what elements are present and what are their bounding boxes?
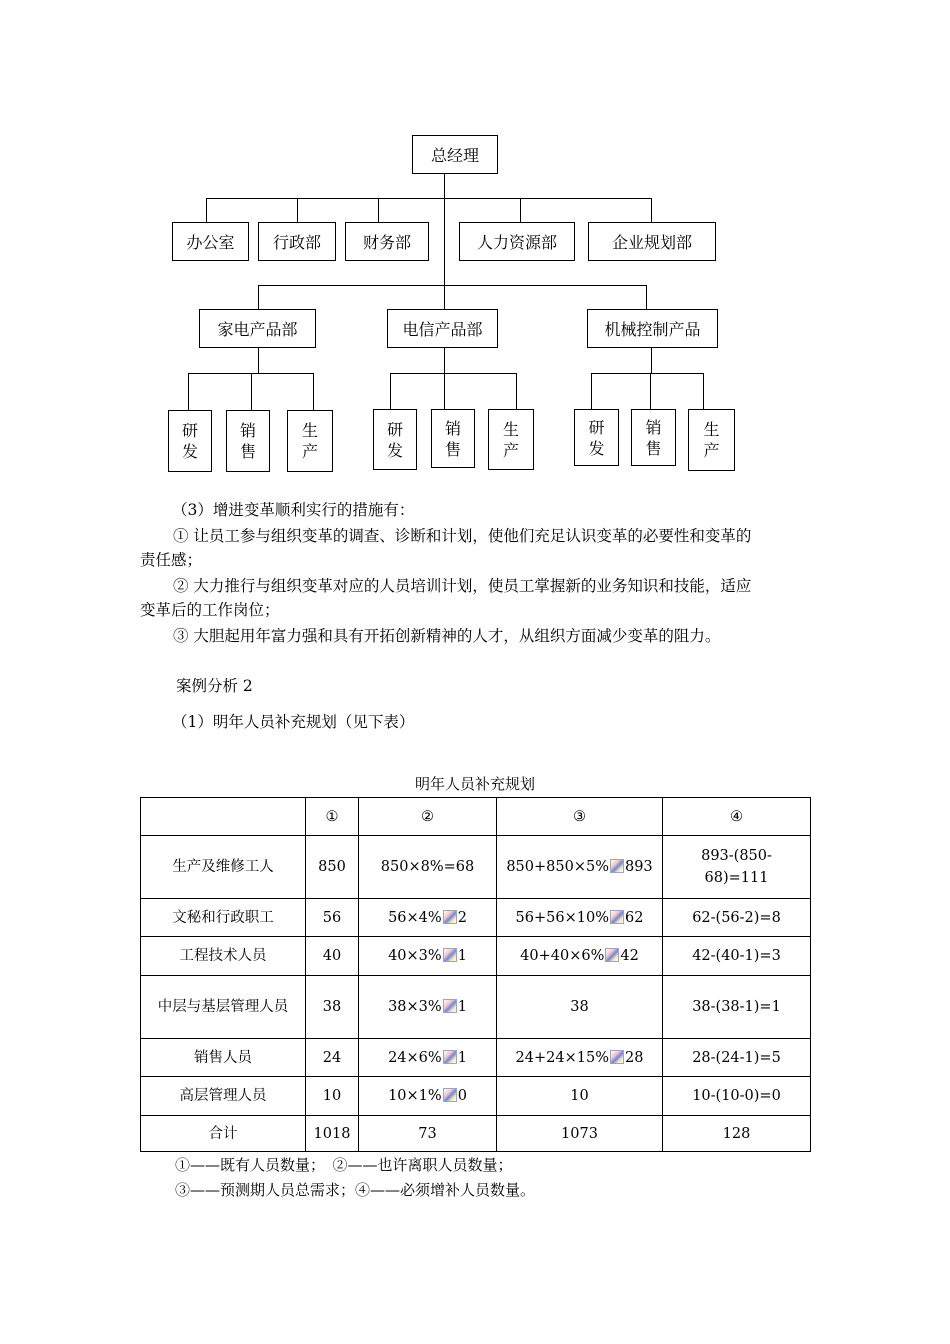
cell-text: 2: [457, 909, 467, 926]
cell-existing: 10: [306, 1077, 359, 1116]
measure-item-1-cont: 责任感；: [140, 551, 203, 569]
connector: [258, 285, 259, 309]
org-box-unit: [631, 409, 676, 466]
org-box-unit: [688, 409, 735, 471]
connector: [444, 174, 445, 411]
org-box-staff-dept: 财务部: [345, 222, 429, 261]
connector: [516, 373, 517, 409]
broken-image-icon: [443, 910, 457, 924]
connector: [313, 373, 314, 410]
case-title: 案例分析 2: [176, 677, 253, 695]
cell-existing: 40: [306, 937, 359, 976]
cell-text: 0: [457, 1088, 467, 1104]
cell-text: 1: [457, 999, 467, 1015]
cell-leaving: [359, 1039, 497, 1077]
connector: [703, 373, 704, 409]
unit-label: 生 产: [703, 420, 720, 460]
table-total-row: [141, 1116, 811, 1152]
org-box-unit: [168, 410, 212, 472]
cell-text: 38: [570, 999, 589, 1015]
case-subheading: （1）明年人员补充规划（见下表）: [172, 713, 415, 731]
staffing-plan-table: [140, 797, 811, 1152]
cell-text: 40×3%: [388, 948, 442, 964]
cell-text: 38×3%: [388, 999, 442, 1015]
org-box-staff-dept: 企业规划部: [588, 222, 716, 261]
cell-supplement: 62-(56-2)=8: [663, 899, 811, 937]
cell-text: 10: [570, 1088, 589, 1104]
measure-item-3: ③ 大胆起用年富力强和具有开拓创新精神的人才，从组织方面减少变革的阻力。: [173, 627, 721, 645]
org-box-unit: [488, 409, 534, 470]
cell-text: 40+40×6%: [520, 948, 605, 964]
cell-demand: [497, 1077, 663, 1116]
cell-text: 28: [624, 1049, 644, 1066]
broken-image-icon: [610, 910, 624, 924]
broken-image-icon: [605, 948, 619, 962]
connector: [297, 198, 298, 222]
cell-leaving: [359, 976, 497, 1039]
org-box-staff-dept: 人力资源部: [459, 222, 575, 261]
table-row: [141, 836, 811, 899]
unit-label: 研 发: [588, 417, 605, 458]
cell-existing: 38: [306, 976, 359, 1039]
unit-label: 研 发: [386, 419, 403, 460]
header-cell: [141, 798, 306, 836]
org-box-staff-dept: 行政部: [258, 222, 336, 261]
cell-text: 10×1%: [388, 1088, 442, 1104]
measure-item-1: ① 让员工参与组织变革的调查、诊断和计划，使他们充足认识变革的必要性和变革的: [173, 527, 752, 545]
table-row: [141, 899, 811, 937]
connector: [206, 198, 652, 199]
header-cell: ①: [306, 798, 359, 836]
broken-image-icon: [610, 1050, 624, 1064]
cell-supplement: 38-(38-1)=1: [663, 976, 811, 1039]
connector: [258, 285, 647, 286]
cell-text: 56+56×10%: [515, 909, 609, 926]
connector: [390, 373, 517, 374]
cell-demand: [497, 836, 663, 899]
unit-label: 销 售: [645, 417, 662, 458]
unit-label: 研 发: [181, 421, 198, 461]
row-label: 生产及维修工人: [141, 836, 306, 899]
org-box-staff-dept: 办公室: [172, 222, 249, 261]
cell-demand: [497, 1039, 663, 1077]
header-cell: ③: [497, 798, 663, 836]
connector: [651, 348, 652, 373]
org-box-product-dept: 电信产品部: [387, 309, 498, 348]
header-cell: ②: [359, 798, 497, 836]
cell-existing: 1018: [306, 1116, 359, 1152]
measure-item-2: ② 大力推行与组织变革对应的人员培训计划，使员工掌握新的业务知识和技能，适应: [173, 577, 752, 595]
cell-leaving: [359, 1116, 497, 1152]
unit-label: 生 产: [502, 419, 519, 460]
broken-image-icon: [443, 1050, 457, 1064]
cell-existing: 56: [306, 899, 359, 937]
unit-label: 生 产: [301, 421, 318, 461]
cell-text: 56×4%: [388, 909, 442, 926]
connector: [258, 348, 259, 373]
connector: [591, 373, 704, 374]
cell-text: 893: [624, 859, 653, 875]
cell-demand: [497, 976, 663, 1039]
connector: [188, 373, 189, 410]
table-row: [141, 937, 811, 976]
connector: [646, 285, 647, 309]
cell-text: 62: [624, 909, 644, 926]
org-box-unit: [287, 410, 333, 472]
cell-text: 850×8%=68: [380, 859, 475, 875]
org-box-product-dept: 家电产品部: [199, 309, 316, 348]
header-cell: ④: [663, 798, 811, 836]
cell-text: 1: [457, 1049, 467, 1066]
measures-heading: （3）增进变革顺利实行的措施有：: [172, 501, 415, 519]
connector: [651, 198, 652, 222]
cell-existing: 850: [306, 836, 359, 899]
cell-leaving: [359, 836, 497, 899]
org-box-unit: [574, 409, 619, 466]
cell-supplement: 10-(10-0)=0: [663, 1077, 811, 1116]
connector: [251, 373, 252, 410]
cell-supplement: 128: [663, 1116, 811, 1152]
connector: [650, 373, 651, 409]
broken-image-icon: [443, 1088, 457, 1102]
row-label: 中层与基层管理人员: [141, 976, 306, 1039]
org-box-unit: [226, 410, 270, 472]
row-label: 工程技术人员: [141, 937, 306, 976]
row-label: 高层管理人员: [141, 1077, 306, 1116]
table-header-row: [141, 798, 811, 836]
cell-text: 850+850×5%: [506, 859, 609, 875]
cell-text: 1073: [561, 1125, 598, 1142]
connector: [206, 198, 207, 222]
cell-text: 73: [418, 1125, 437, 1142]
cell-supplement: 893-(850-68)=111: [663, 836, 811, 899]
connector: [520, 198, 521, 222]
org-box-unit: [431, 409, 475, 468]
cell-supplement: 42-(40-1)=3: [663, 937, 811, 976]
cell-text: 24+24×15%: [515, 1049, 609, 1066]
table-note: ③——预测期人员总需求；④——必须增补人员数量。: [175, 1181, 536, 1199]
measure-item-2-cont: 变革后的工作岗位；: [140, 601, 280, 619]
unit-label: 销 售: [444, 418, 461, 459]
cell-demand: [497, 937, 663, 976]
broken-image-icon: [443, 999, 457, 1013]
cell-text: 42: [620, 948, 639, 964]
cell-text: 1: [457, 948, 467, 964]
cell-leaving: [359, 899, 497, 937]
row-label: 销售人员: [141, 1039, 306, 1077]
table-row: [141, 1077, 811, 1116]
row-label: 文秘和行政职工: [141, 899, 306, 937]
cell-supplement: 28-(24-1)=5: [663, 1039, 811, 1077]
broken-image-icon: [610, 859, 624, 873]
table-row: [141, 1039, 811, 1077]
org-box-product-dept: 机械控制产品: [587, 309, 718, 348]
broken-image-icon: [443, 948, 457, 962]
cell-text: 24×6%: [388, 1049, 442, 1066]
table-note: ①——既有人员数量； ②——也许离职人员数量；: [175, 1156, 513, 1174]
table-row: [141, 976, 811, 1039]
table-caption: 明年人员补充规划: [414, 775, 535, 793]
connector: [378, 198, 379, 222]
unit-label: 销 售: [239, 421, 256, 461]
org-box-unit: [373, 409, 417, 470]
cell-existing: 24: [306, 1039, 359, 1077]
connector: [591, 373, 592, 409]
cell-leaving: [359, 937, 497, 976]
row-label: 合计: [141, 1116, 306, 1152]
cell-leaving: [359, 1077, 497, 1116]
connector: [390, 373, 391, 409]
cell-demand: [497, 1116, 663, 1152]
cell-demand: [497, 899, 663, 937]
org-box-general-manager: 总经理: [412, 135, 498, 174]
